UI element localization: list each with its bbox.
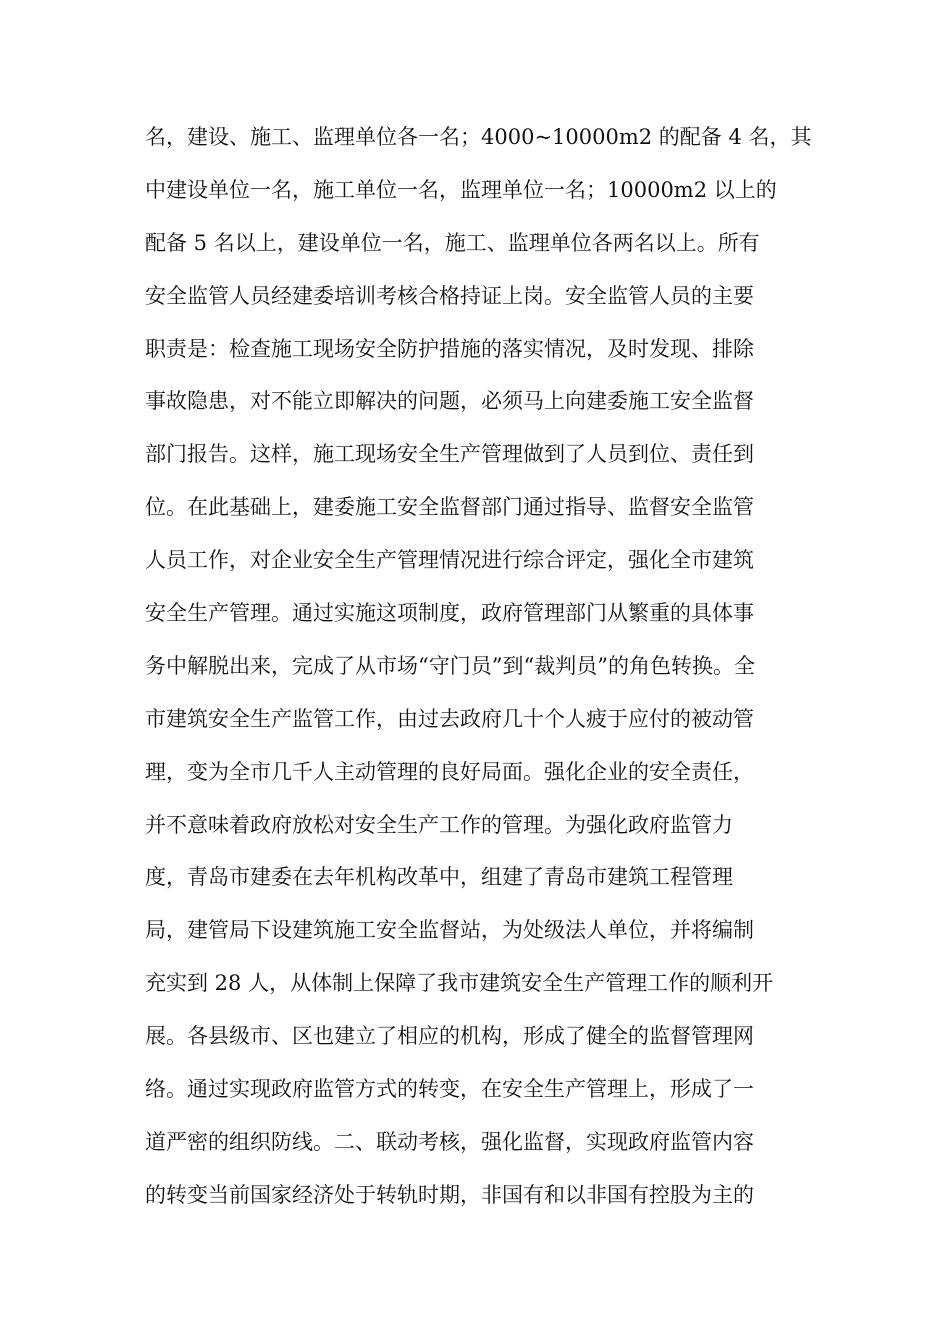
- text-line: 名，建设、施工、监理单位各一名；4000~10000m2 的配备 4 名，其: [145, 125, 812, 149]
- text-line: 展。各县级市、区也建立了相应的机构，形成了健全的监督管理网: [145, 1024, 754, 1049]
- body-text: [145, 118, 825, 1229]
- text-line: 道严密的组织防线。二、联动考核，强化监督，实现政府监管内容: [145, 1129, 754, 1154]
- text-line: 充实到 28 人，从体制上保障了我市建筑安全生产管理工作的顺利开: [145, 971, 774, 996]
- text-line: 中建设单位一名，施工单位一名，监理单位一名；10000m2 以上的: [145, 177, 777, 202]
- text-line: 的转变当前国家经济处于转轨时期，非国有和以非国有控股为主的: [145, 1182, 754, 1207]
- text-line: 度，青岛市建委在去年机构改革中，组建了青岛市建筑工程管理: [145, 865, 733, 890]
- text-line: 局，建管局下设建筑施工安全监督站，为处级法人单位，并将编制: [145, 918, 754, 943]
- text-line: 并不意味着政府放松对安全生产工作的管理。为强化政府监管力: [145, 812, 733, 837]
- text-line: 部门报告。这样，施工现场安全生产管理做到了人员到位、责任到: [145, 442, 754, 467]
- text-line: 市建筑安全生产监管工作，由过去政府几十个人疲于应付的被动管: [145, 706, 754, 731]
- text-line: 职责是：检查施工现场安全防护措施的落实情况，及时发现、排除: [145, 336, 754, 361]
- text-line: 络。通过实现政府监管方式的转变，在安全生产管理上，形成了一: [145, 1077, 754, 1102]
- text-line: 人员工作，对企业安全生产管理情况进行综合评定，强化全市建筑: [145, 548, 754, 573]
- text-line: 配备 5 名以上，建设单位一名，施工、监理单位各两名以上。所有: [145, 230, 760, 255]
- text-line: 理，变为全市几千人主动管理的良好局面。强化企业的安全责任，: [145, 759, 754, 784]
- text-line: 安全监管人员经建委培训考核合格持证上岗。安全监管人员的主要: [145, 283, 754, 308]
- text-line: 位。在此基础上，建委施工安全监督部门通过指导、监督安全监管: [145, 495, 754, 520]
- text-line: 务中解脱出来，完成了从市场“守门员”到“裁判员”的角色转换。全: [145, 653, 755, 678]
- text-line: 事故隐患，对不能立即解决的问题，必须马上向建委施工安全监督: [145, 389, 754, 414]
- text-line: 安全生产管理。通过实施这项制度，政府管理部门从繁重的具体事: [145, 601, 754, 626]
